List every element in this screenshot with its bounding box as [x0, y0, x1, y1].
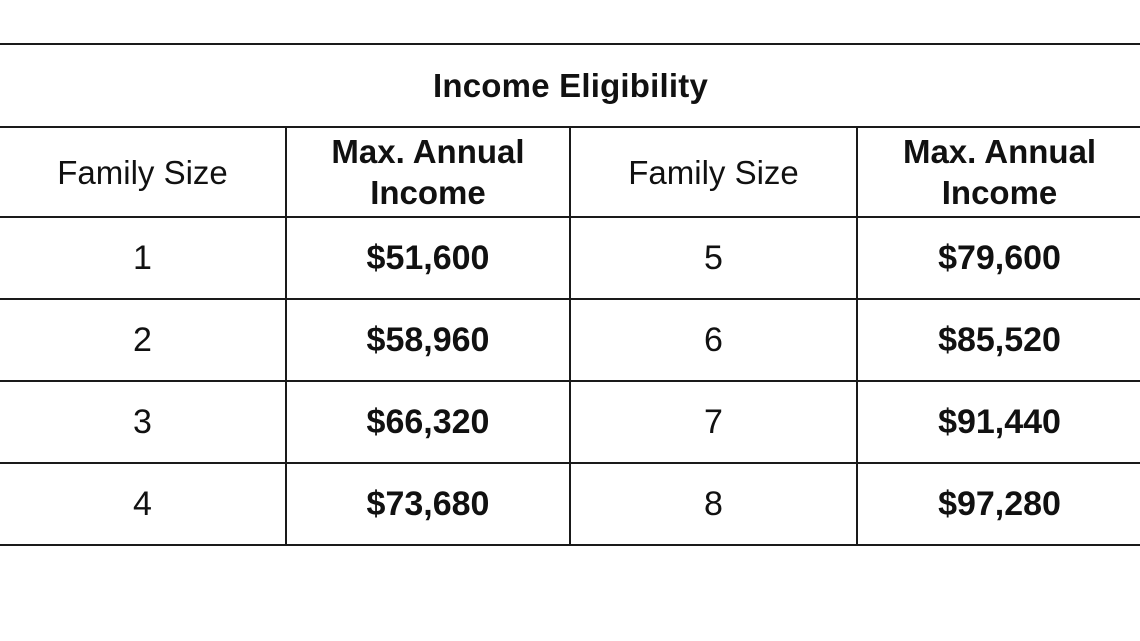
max-income-cell: $73,680	[286, 463, 570, 545]
table-title-row	[0, 44, 1140, 127]
max-income-cell: $58,960	[286, 299, 570, 381]
family-size-cell: 6	[570, 299, 857, 381]
family-size-cell: 4	[0, 463, 286, 545]
income-eligibility-table-container	[0, 43, 1140, 546]
family-size-cell: 5	[570, 217, 857, 299]
income-eligibility-table	[0, 43, 1140, 546]
table-row	[0, 463, 1140, 545]
max-income-cell: $79,600	[857, 217, 1140, 299]
column-header-family-size-right: Family Size	[570, 127, 857, 217]
family-size-cell: 1	[0, 217, 286, 299]
max-income-cell: $85,520	[857, 299, 1140, 381]
table-header-row	[0, 127, 1140, 217]
family-size-cell: 3	[0, 381, 286, 463]
table-row	[0, 299, 1140, 381]
max-income-cell: $66,320	[286, 381, 570, 463]
table-row	[0, 381, 1140, 463]
family-size-cell: 2	[0, 299, 286, 381]
max-income-cell: $91,440	[857, 381, 1140, 463]
table-row	[0, 217, 1140, 299]
column-header-max-income-right: Max. Annual Income	[857, 127, 1140, 217]
table-title: Income Eligibility	[0, 44, 1140, 127]
max-income-cell: $51,600	[286, 217, 570, 299]
max-income-cell: $97,280	[857, 463, 1140, 545]
family-size-cell: 7	[570, 381, 857, 463]
column-header-max-income-left: Max. Annual Income	[286, 127, 570, 217]
family-size-cell: 8	[570, 463, 857, 545]
column-header-family-size-left: Family Size	[0, 127, 286, 217]
